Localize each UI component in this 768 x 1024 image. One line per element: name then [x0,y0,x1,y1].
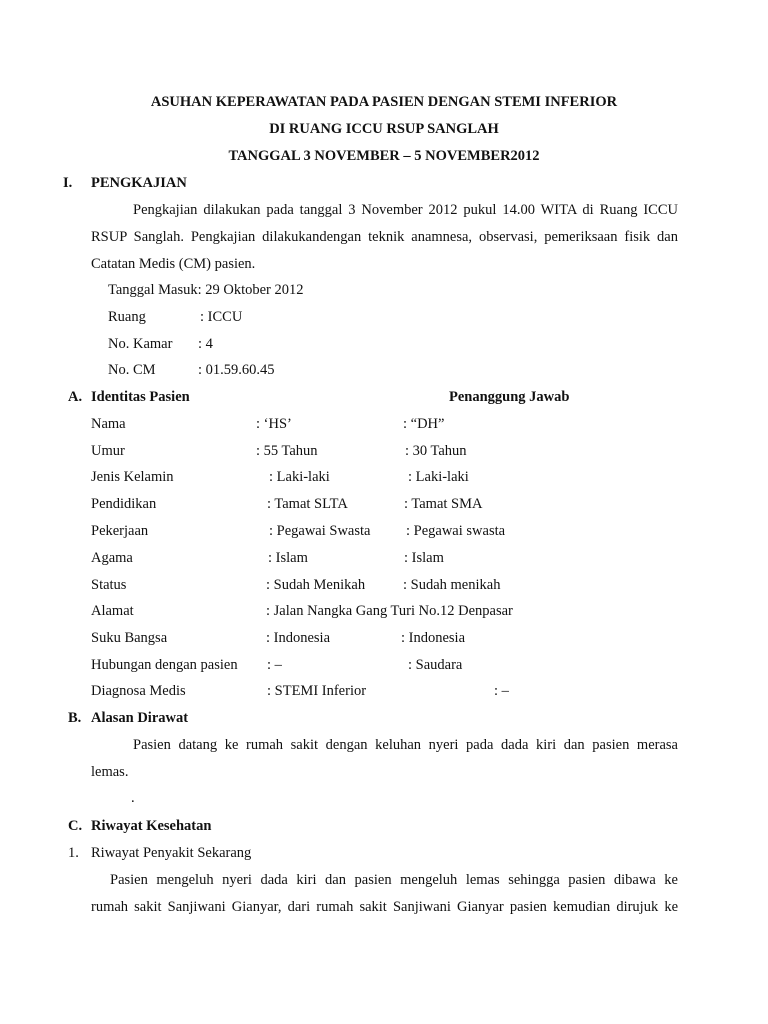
stray-dot: . [131,790,135,806]
document-title-line1: ASUHAN KEPERAWATAN PADA PASIEN DENGAN STEMI INFERIOR [150,94,618,110]
guardian-value: : Saudara [408,657,463,673]
guardian-value: : Pegawai swasta [406,523,506,539]
identity-label: Status [91,577,127,593]
document-title-line2: DI RUANG ICCU RSUP SANGLAH [269,121,499,137]
patient-value: : Laki-laki [269,469,330,485]
section-1-numeral: I. [63,175,73,191]
identity-label: Nama [91,416,126,432]
room-number-label: No. Kamar [108,336,173,352]
guardian-value: : “DH” [403,416,445,432]
section-c-paragraph-line: rumah sakit Sanjiwani Gianyar, dari rumah sakit Sanjiwani Gianyar pasien kemudian dirujuk ke [91,899,678,915]
room-value: : ICCU [200,309,243,325]
identity-label: Suku Bangsa [91,630,168,646]
room-label: Ruang [108,309,146,325]
patient-value: : Tamat SLTA [267,496,348,512]
patient-value: : Islam [268,550,308,566]
medical-record-value: : 01.59.60.45 [198,362,275,378]
identity-label: Hubungan dengan pasien [91,657,238,673]
identity-label: Jenis Kelamin [91,469,174,485]
patient-value: : STEMI Inferior [267,683,367,699]
section-c-heading: Riwayat Kesehatan [91,818,212,834]
section-c-letter: C. [68,818,83,834]
guardian-value: : Laki-laki [408,469,469,485]
guardian-value: : 30 Tahun [405,443,467,459]
identity-label: Pendidikan [91,496,157,512]
section-b-paragraph-line: Pasien datang ke rumah sakit dengan keluhan nyeri pada dada kiri dan pasien merasa [133,737,678,753]
patient-value: : ‘HS’ [256,416,292,432]
subsection-1-number: 1. [68,845,79,861]
section-a-letter: A. [68,389,83,405]
patient-value: : Indonesia [266,630,331,646]
section-1-paragraph-line: RSUP Sanglah. Pengkajian dilakukandengan teknik anamnesa, observasi, pemeriksaan fisik dan [91,229,678,245]
identity-label: Umur [91,443,125,459]
guardian-value: : Sudah menikah [403,577,501,593]
room-number-value: : 4 [198,336,213,352]
guardian-heading: Penanggung Jawab [449,389,570,405]
patient-value: : Sudah Menikah [266,577,366,593]
section-1-paragraph-line: Catatan Medis (CM) pasien. [91,256,256,272]
section-b-paragraph-line: lemas. [91,764,129,780]
patient-value: : Pegawai Swasta [269,523,371,539]
patient-value: : 55 Tahun [256,443,318,459]
identity-label: Pekerjaan [91,523,149,539]
section-a-heading: Identitas Pasien [91,389,190,405]
section-b-letter: B. [68,710,82,726]
section-c-paragraph-line: Pasien mengeluh nyeri dada kiri dan pasien mengeluh lemas sehingga pasien dibawa ke [110,872,678,888]
section-1-paragraph-line: Pengkajian dilakukan pada tanggal 3 November 2012 pukul 14.00 WITA di Ruang ICCU [133,202,678,218]
guardian-value: : Indonesia [401,630,466,646]
patient-value: : – [267,657,282,673]
guardian-value: : Islam [404,550,444,566]
admission-date: Tanggal Masuk: 29 Oktober 2012 [108,282,304,298]
identity-label: Agama [91,550,133,566]
identity-label: Alamat [91,603,134,619]
guardian-value: : Tamat SMA [404,496,483,512]
section-1-heading: PENGKAJIAN [91,175,187,191]
subsection-1-heading: Riwayat Penyakit Sekarang [91,845,252,861]
medical-record-label: No. CM [108,362,156,378]
identity-label: Diagnosa Medis [91,683,186,699]
patient-value: : Jalan Nangka Gang Turi No.12 Denpasar [266,603,513,619]
guardian-value: : – [494,683,509,699]
section-b-heading: Alasan Dirawat [91,710,189,726]
document-title-line3: TANGGAL 3 NOVEMBER – 5 NOVEMBER2012 [228,148,540,164]
